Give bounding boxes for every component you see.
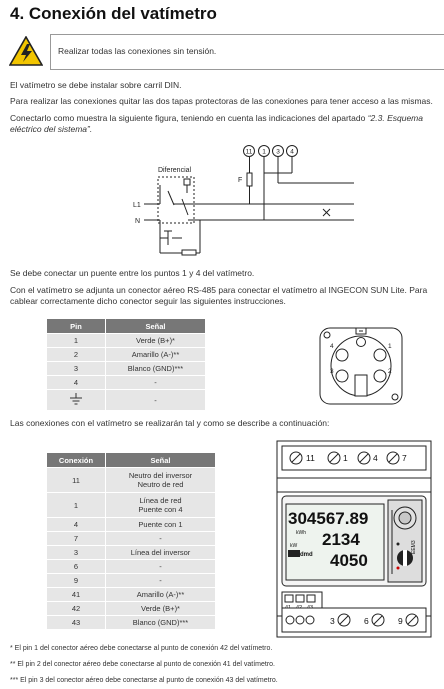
footnote-2: ** El pin 2 del conector aéreo debe conectarse al punto de conexión 41 del vatímetro. [10, 661, 276, 668]
signal-header: Señal [106, 453, 216, 468]
terminal-11: 11 [306, 453, 315, 463]
table-row: 2 Amarillo (A-)** [47, 348, 206, 362]
connector-label-4: 4 [330, 343, 334, 350]
table-row: 1 Línea de red Puente con 4 [47, 493, 216, 518]
ground-icon [69, 393, 83, 405]
terminal-4: 4 [373, 453, 378, 463]
fuse-label: F [238, 177, 243, 184]
paragraph-connector: Con el vatímetro se adjunta un conector aéreo RS-485 para conectar el vatímetro al INGECON SUN Lite. Para [10, 285, 428, 295]
footnote-1: * El pin 1 del conector aéreo debe conectarse al punto de conexión 42 del vatímetro. [10, 645, 273, 652]
pin-header: Pin [47, 319, 106, 334]
table-row: 3 Blanco (GND)*** [47, 362, 206, 376]
display-energy: 304567.89 [288, 509, 369, 528]
warning-icon [9, 36, 43, 66]
footnote-3: *** El pin 3 del conector aéreo debe conectarse al punto de conexión 43 del vatímetro. [10, 677, 278, 684]
differential-label: Diferencial [158, 167, 192, 174]
table-row: 6 - [47, 560, 216, 574]
n-label: N [135, 218, 141, 225]
warning-text: Realizar todas las conexiones sin tensión. [58, 46, 217, 56]
table-row: 41 Amarillo (A-)** [47, 588, 216, 602]
table-row: 42 Verde (B+)* [47, 602, 216, 616]
table-row: 3 Línea del inversor [47, 546, 216, 560]
table-row: - [47, 390, 206, 411]
unit-kwh: kWh [296, 530, 306, 536]
side-label: EEM3 [411, 540, 417, 554]
paragraph-connect-text: Conectarlo como muestra la siguiente figura, teniendo en cuenta las indicaciones del apartado [10, 113, 368, 123]
pin-table [46, 318, 206, 411]
terminal-3: 3 [330, 616, 335, 626]
connection-table [46, 452, 216, 630]
paragraph-connections: Las conexiones con el vatímetro se realizarán tal y como se describe a continuación: [10, 418, 330, 428]
terminal-1: 1 [343, 453, 348, 463]
brand-logo: dmd [300, 552, 313, 558]
terminal-3: 3 [276, 148, 280, 156]
table-row: 7 - [47, 532, 216, 546]
terminal-9: 9 [398, 616, 403, 626]
connection-header: Conexión [47, 453, 106, 468]
rs485-connector-diagram [318, 326, 404, 406]
terminal-1: 1 [262, 148, 266, 156]
table-row: 11 Neutro del inversor Neutro de red [47, 468, 216, 493]
wiring-diagram [130, 143, 360, 263]
connector-label-1: 1 [388, 343, 392, 350]
page-title: 4. Conexión del vatímetro [10, 4, 217, 23]
display-power: 2134 [322, 530, 360, 549]
section-reference-cont: eléctrico del sistema”. [10, 124, 93, 134]
terminal-4: 4 [290, 148, 294, 156]
table-row: 9 - [47, 574, 216, 588]
paragraph-connector-cont: cablear correctamente dicho conector seguir las siguientes instrucciones. [10, 296, 286, 306]
table-row: 4 - [47, 376, 206, 390]
table-row: 4 Puente con 1 [47, 518, 216, 532]
paragraph-bridge: Se debe conectar un puente entre los puntos 1 y 4 del vatímetro. [10, 268, 255, 278]
connector-label-2: 2 [388, 368, 392, 375]
connector-label-3: 3 [330, 368, 334, 375]
table-row: 43 Blanco (GND)*** [47, 616, 216, 630]
meter-diagram [276, 440, 432, 638]
terminal-11: 11 [245, 148, 253, 156]
terminal-6: 6 [364, 616, 369, 626]
display-row3: 4050 [330, 551, 368, 570]
paragraph-connect [10, 113, 423, 123]
paragraph-covers: Para realizar las conexiones quitar las dos tapas protectoras de las conexiones para tener acceso a las mismas. [10, 96, 433, 106]
unit-kw: kW [290, 543, 298, 549]
l1-label: L1 [133, 202, 141, 209]
paragraph-din: El vatímetro se debe instalar sobre carril DIN. [10, 80, 182, 90]
terminal-7: 7 [402, 453, 407, 463]
section-reference: “2.3. Esquema [367, 113, 423, 123]
table-row: 1 Verde (B+)* [47, 334, 206, 348]
signal-header: Señal [106, 319, 206, 334]
